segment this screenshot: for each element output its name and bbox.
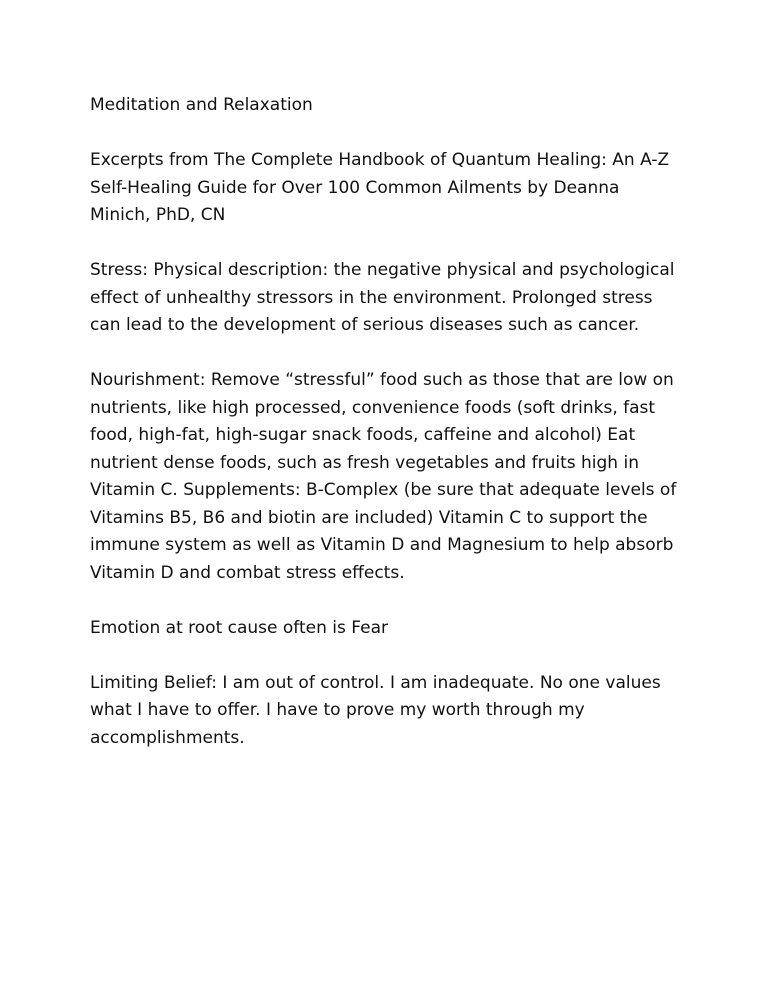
limiting-belief-paragraph: Limiting Belief: I am out of control. I am inadequate. No one values what I have to offer. I have to prove my worth through my accomplishments. bbox=[90, 672, 661, 748]
nourishment-paragraph: Nourishment: Remove “stressful” food such as those that are low on nutrients, like high processed, convenience foods (soft drinks, fast food, high-fat, high-sugar snack foods, caffeine and alcohol) Eat nutrient dense foods, such as fresh vegetables and fruits high in Vitamin C. Supplements: B-Complex (be sure that adequate levels of Vitamins B5, B6 and biotin are included) Vitamin C to support the immune system as well as Vitamin D and Magnesium to help absorb Vitamin D and combat stress effects. bbox=[90, 370, 677, 583]
excerpt-source-paragraph: Excerpts from The Complete Handbook of Quantum Healing: An A-Z Self-Healing Guide for Over 100 Common Ailments by Deanna Minich, PhD, CN bbox=[90, 150, 670, 225]
document-title: Meditation and Relaxation bbox=[90, 95, 313, 115]
emotion-paragraph: Emotion at root cause often is Fear bbox=[90, 617, 388, 638]
stress-description-paragraph: Stress: Physical description: the negative physical and psychological effect of unhealthy stressors in the environment. Prolonged stress can lead to the development of serious diseases such as cancer. bbox=[90, 260, 675, 335]
